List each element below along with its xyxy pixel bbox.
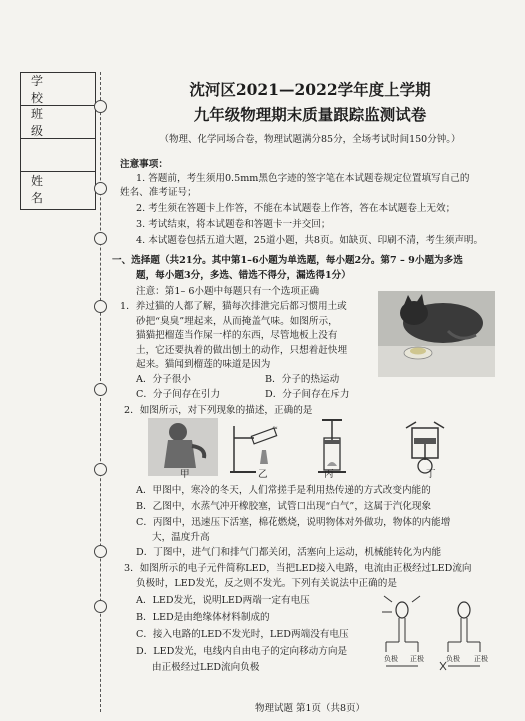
notice-1-cont: 姓名、准考证号； (120, 187, 197, 198)
q1-option-c: C．分子间存在引力 (136, 389, 221, 400)
q1-line: 砂把“臭臭”埋起来，从而掩盖气味。如图所示， (136, 315, 338, 327)
led2-negative-label: 负极 (446, 655, 460, 663)
school-field: 学 校 (21, 73, 95, 106)
cat-durian-photo (378, 291, 495, 377)
q1-line: 猫猫把榴莲当作屎一样的东西，尽管地板上没有 (136, 330, 338, 341)
exam-title-line2: 九年级物理期末质量跟踪监测试卷 (193, 105, 427, 124)
name-field: 姓 名 (31, 173, 62, 205)
fig-label-ding: 丁 (426, 469, 436, 480)
exam-title-line1: 沈河区2021—2022学年度上学期 (189, 80, 431, 99)
q2-option-a: A．甲图中，寒冷的冬天，人们常搓手是利用热传递的方式改变内能的 (136, 485, 431, 496)
notice-3: 3. 考试结束，将本试题卷和答题卡一并交回； (136, 219, 331, 230)
q3-stem: 3．如图所示的电子元件简称LED，当把LED接入电路，电流由正极经过LED流向 (124, 563, 472, 574)
section1-heading-cont: 题，每小题3分，多选、错选不得分，漏选得1分） (136, 270, 351, 281)
notice-heading: 注意事项： (120, 159, 168, 170)
q2-stem: 2．如图所示，对下列现象的描述，正确的是 (124, 405, 313, 416)
led2-positive-label: 正极 (474, 655, 488, 663)
binding-hole-6 (94, 463, 107, 476)
fig-label-bing: 丙 (324, 469, 334, 480)
notice-4: 4. 本试题卷包括五道大题，25道小题，共8页。如缺页、印刷不清，考生须声明。 (136, 235, 484, 246)
q3-option-b: B．LED是由绝缘体材料制成的 (136, 612, 270, 623)
binding-hole-2 (94, 182, 107, 195)
led1-negative-label: 负极 (384, 655, 398, 663)
q1-option-d: D．分子间存在斥力 (265, 389, 350, 400)
binding-hole-4 (94, 300, 107, 313)
q1-option-b: B．分子的热运动 (265, 374, 340, 385)
led-circuit-figure (380, 592, 505, 678)
binding-hole-7 (94, 545, 107, 558)
binding-hole-1 (94, 100, 107, 113)
q1-line: 1．养过猫的人都了解，猫每次排泄完后都习惯用土或 (120, 301, 347, 312)
notice-1: 1. 答题前，考生须用0.5mm黑色字迹的签字笔在本试题卷规定位置填写自己的 (136, 173, 470, 184)
q2-option-d: D．丁图中，进气门和排气门都关闭，活塞向上运动，机械能转化为内能 (136, 547, 442, 558)
q3-stem-cont: 负极时，LED发光，反之则不发光。下列有关说法中正确的是 (136, 578, 397, 589)
class-field: 班 级 (21, 106, 95, 139)
svg-text:≈: ≈ (272, 424, 278, 432)
section1-heading: 一、选择题（共21分。其中第1–6小题为单选题，每小题2分。第7 – 9小题为多选 (112, 255, 463, 266)
q3-option-d-cont: 由正极经过LED流向负极 (152, 662, 260, 673)
q1-line: 起来。猫闻到榴莲的味道是因为 (136, 359, 271, 370)
q2-option-c-cont: 大，温度升高 (152, 532, 210, 543)
page-footer: 物理试题 第1页（共8页） (254, 703, 366, 714)
binding-hole-8 (94, 600, 107, 613)
q2-option-b: B．乙图中，水蒸气冲开橡胶塞，试管口出现“白气”，这属于汽化现象 (136, 501, 432, 512)
fig-label-jia: 甲 (180, 469, 190, 480)
q3-option-d: D．LED发光，电线内自由电子的定向移动方向是 (136, 646, 348, 657)
q1-line: 土，它还要执着的做出刨土的动作，只想着赶快埋 (136, 344, 348, 356)
blank-field (21, 139, 95, 172)
exam-subtitle: （物理、化学同场合卷，物理试题满分85分，全场考试时间150分钟。） (159, 134, 461, 145)
binding-hole-3 (94, 232, 107, 245)
figure-yi-test-tube (226, 420, 282, 476)
q3-option-a: A．LED发光，说明LED两端一定有电压 (136, 595, 310, 606)
q1-option-a: A．分子很小 (136, 374, 191, 385)
student-info-table (20, 72, 96, 210)
binding-hole-5 (94, 383, 107, 396)
led1-positive-label: 正极 (410, 655, 424, 663)
notice-2: 2. 考生须在答题卡上作答，不能在本试题卷上作答，答在本试题卷上无效； (136, 203, 456, 214)
question-1 (120, 300, 347, 373)
fig-label-yi: 乙 (258, 469, 268, 480)
section1-note: 注意：第1– 6小题中每题只有一个选项正确 (136, 286, 320, 297)
q2-option-c: C．丙图中，迅速压下活塞，棉花燃烧，说明物体对外做功，物体的内能增 (136, 517, 451, 528)
q3-option-c: C．接入电路的LED不发光时，LED两端没有电压 (136, 629, 349, 640)
